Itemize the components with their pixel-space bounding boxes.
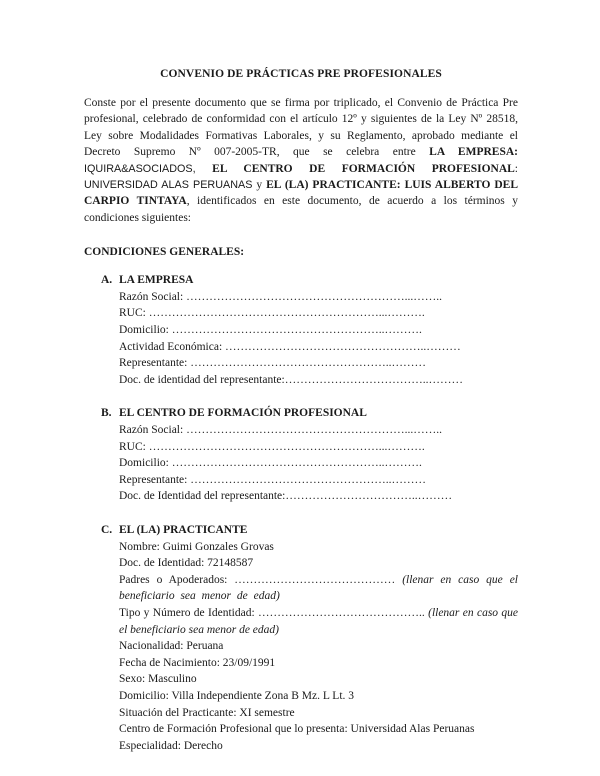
field-actividad: Actividad Económica: ……………………………………………..………	[119, 340, 461, 353]
field-nacionalidad: Nacionalidad: Peruana	[119, 640, 224, 653]
field-centro-formacion: Centro de Formación Profesional que lo presenta: Universidad Alas Peruanas	[119, 723, 475, 736]
padres-note: (llenar en caso que el beneficiario sea menor de edad)	[119, 573, 518, 603]
section-title	[101, 522, 518, 539]
field-domicilio: Domicilio: ………………………………………………..……….	[119, 457, 422, 470]
field-razon-social: Razón Social: …………………………………………………...……..	[119, 290, 442, 303]
intro-closing: , identificados en este documento, de acuerdo a los términos y condiciones siguientes:	[84, 195, 518, 224]
field-tipo-identidad	[119, 605, 518, 638]
conjunction: y	[256, 179, 263, 192]
field-situacion: Situación del Practicante: XI semestre	[119, 706, 295, 719]
colon: :	[514, 162, 518, 175]
field-list	[119, 289, 518, 389]
empresa-label: LA EMPRESA:	[429, 146, 518, 159]
section-heading: EL CENTRO DE FORMACIÓN PROFESIONAL	[119, 407, 367, 420]
intro-paragraph	[84, 95, 518, 226]
centro-label: EL CENTRO DE FORMACIÓN PROFESIONAL	[212, 162, 515, 175]
field-razon-social: Razón Social: …………………………………………………...……..	[119, 424, 442, 436]
section-letter: B.	[101, 407, 112, 420]
field-ruc: RUC: ……………………………………………………...……….	[119, 440, 425, 453]
empresa-name: IQUIRA&ASOCIADOS,	[84, 162, 196, 175]
field-sexo: Sexo: Masculino	[119, 673, 197, 686]
field-nombre: Nombre: Guimi Gonzales Grovas	[119, 540, 274, 553]
field-ruc: RUC: ……………………………………………………...……….	[119, 307, 425, 320]
field-padres	[119, 572, 518, 605]
intro-text: Conste por el presente documento que se firma por triplicado, el Convenio de Práctica Pre profesional, celebrado de conformidad con el artículo 12º y siguientes de la Ley Nº 28518, Ley sobre Modalidades Formativas Laborales, y su Reglamento, aprobado mediante el Decreto Supremo Nº 007-2005-TR, que se celebra entre	[84, 97, 518, 159]
section-practicante	[101, 522, 518, 754]
section-letter: C.	[101, 523, 113, 536]
section-centro	[101, 405, 518, 505]
padres-label: Padres o Apoderados: ……………………………………	[119, 573, 396, 586]
field-doc-representante: Doc. de identidad del representante:………………………………..………	[119, 373, 463, 386]
tipo-label: Tipo y Número de Identidad: ……………………………………..	[119, 606, 425, 619]
practicante-label: EL (LA) PRACTICANTE: LUIS ALBERTO DEL CARPIO TINTAYA	[84, 179, 519, 208]
field-domicilio: Domicilio: Villa Independiente Zona B Mz. L Lt. 3	[119, 689, 355, 702]
field-representante: Representante: ……………………………………………..………	[119, 357, 426, 370]
field-doc-identidad: Doc. de Identidad: 72148587	[119, 557, 254, 570]
document-title: CONVENIO DE PRÁCTICAS PRE PROFESIONALES	[160, 68, 442, 80]
section-empresa	[101, 272, 518, 388]
section-heading: EL (LA) PRACTICANTE	[119, 523, 248, 536]
field-list	[119, 422, 518, 505]
tipo-note: (llenar en caso que el beneficiario sea menor de edad)	[119, 606, 519, 636]
section-letter: A.	[101, 274, 113, 287]
field-domicilio: Domicilio: ………………………………………………..……….	[119, 324, 422, 337]
field-especialidad: Especialidad: Derecho	[119, 739, 223, 752]
section-title	[101, 405, 518, 422]
conditions-heading: CONDICIONES GENERALES:	[84, 246, 245, 259]
field-fecha-nacimiento: Fecha de Nacimiento: 23/09/1991	[119, 656, 276, 669]
centro-name: UNIVERSIDAD ALAS PERUANAS	[84, 179, 253, 192]
field-list	[119, 539, 518, 755]
section-title	[101, 272, 518, 289]
field-representante: Representante: ……………………………………………..………	[119, 473, 426, 486]
section-heading: LA EMPRESA	[119, 274, 194, 287]
field-doc-representante: Doc. de Identidad del representante:……………………………..………	[119, 490, 453, 503]
